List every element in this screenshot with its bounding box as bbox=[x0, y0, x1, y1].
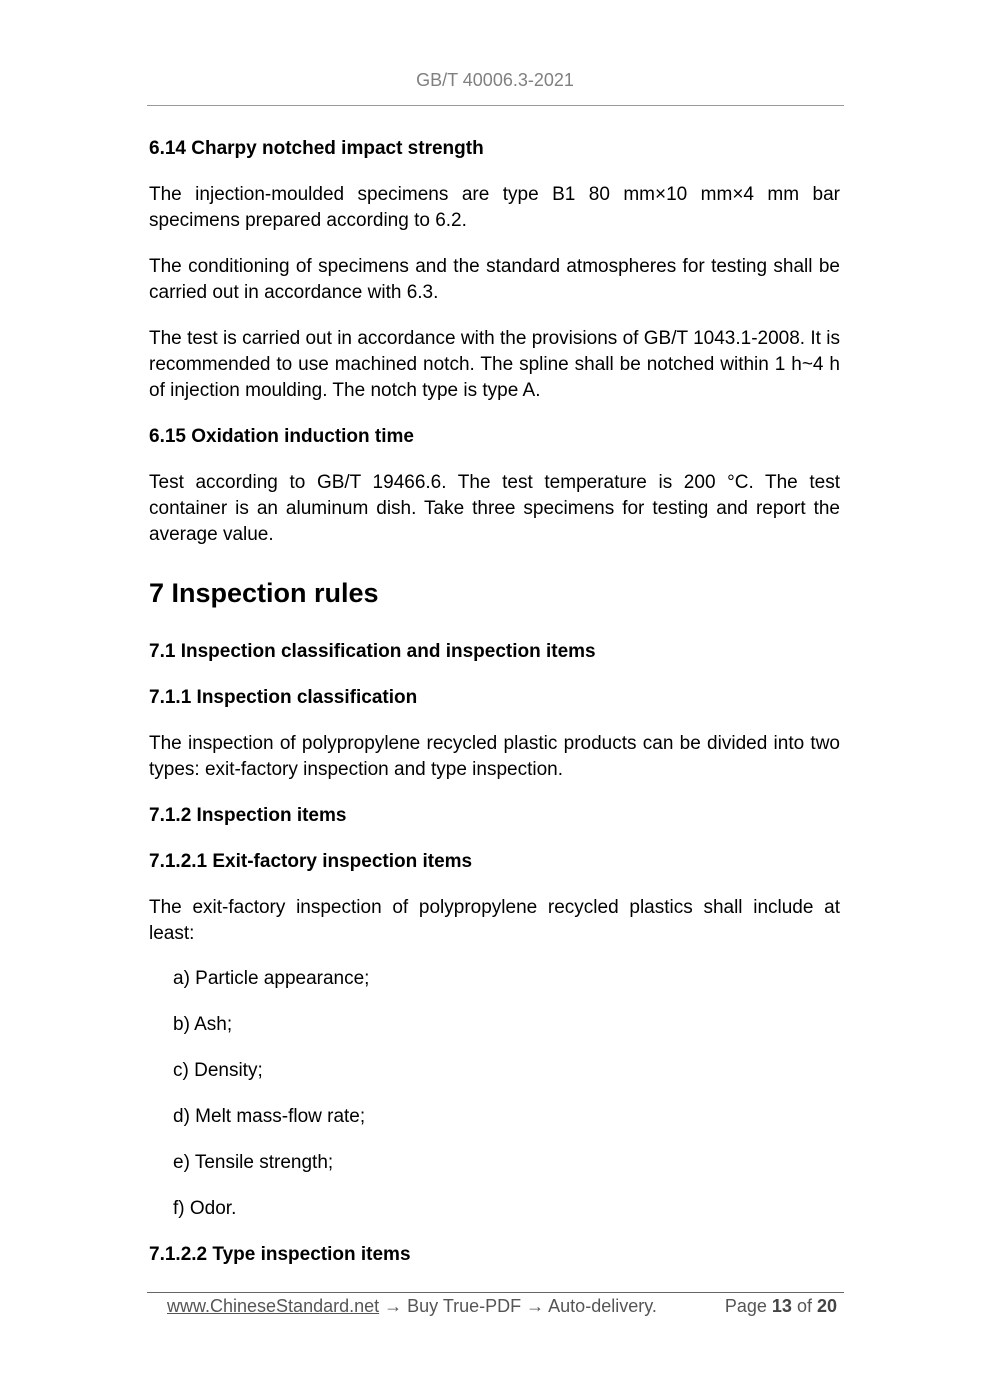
paragraph: Test according to GB/T 19466.6. The test temperature is 200 °C. The test container is an aluminum dish. Take three specimens for testing and report the average value. bbox=[149, 472, 840, 545]
header-rule bbox=[147, 105, 844, 106]
current-page: 13 bbox=[771, 1296, 792, 1316]
page-footer bbox=[167, 1294, 837, 1318]
section-7-1-heading: 7.1 Inspection classification and inspection items bbox=[149, 641, 596, 662]
list-item: c) Density; bbox=[173, 1060, 263, 1081]
page-header: GB/T 40006.3-2021 bbox=[416, 70, 574, 90]
list-item: f) Odor. bbox=[173, 1198, 237, 1219]
list-item: d) Melt mass-flow rate; bbox=[173, 1106, 366, 1127]
section-6-14-heading: 6.14 Charpy notched impact strength bbox=[149, 138, 484, 159]
section-6-15-heading: 6.15 Oxidation induction time bbox=[149, 426, 414, 447]
section-7-1-1-heading: 7.1.1 Inspection classification bbox=[149, 687, 418, 708]
list-item: e) Tensile strength; bbox=[173, 1152, 334, 1173]
paragraph: The exit-factory inspection of polypropylene recycled plastics shall include at least: bbox=[149, 897, 840, 944]
paragraph: The inspection of polypropylene recycled plastic products can be divided into two types: exit-factory inspection and type inspection. bbox=[149, 733, 840, 780]
website-link[interactable]: www.ChineseStandard.net bbox=[167, 1296, 380, 1316]
list-item: a) Particle appearance; bbox=[173, 968, 370, 989]
section-7-1-2-heading: 7.1.2 Inspection items bbox=[149, 805, 347, 826]
paragraph: The injection-moulded specimens are type B1 80 mm×10 mm×4 mm bar specimens prepared according to 6.2. bbox=[149, 184, 840, 231]
footer-rule bbox=[147, 1292, 844, 1293]
of-label: of bbox=[796, 1296, 812, 1316]
total-pages: 20 bbox=[816, 1296, 837, 1316]
paragraph: The test is carried out in accordance with the provisions of GB/T 1043.1-2008. It is recommended to use machined notch. The spline shall be notched within 1 h~4 h of injection moulding. The notch type is type A. bbox=[149, 328, 840, 401]
page-label: Page bbox=[724, 1296, 767, 1316]
footer-text: → Buy True-PDF → Auto-delivery. bbox=[379, 1296, 657, 1316]
section-7-1-2-2-heading: 7.1.2.2 Type inspection items bbox=[149, 1244, 411, 1265]
paragraph: The conditioning of specimens and the standard atmospheres for testing shall be carried out in accordance with 6.3. bbox=[149, 256, 840, 303]
page-number bbox=[725, 1294, 837, 1318]
section-7-1-2-1-heading: 7.1.2.1 Exit-factory inspection items bbox=[149, 851, 473, 872]
section-7-heading: 7 Inspection rules bbox=[149, 578, 379, 608]
list-item: b) Ash; bbox=[173, 1014, 233, 1035]
